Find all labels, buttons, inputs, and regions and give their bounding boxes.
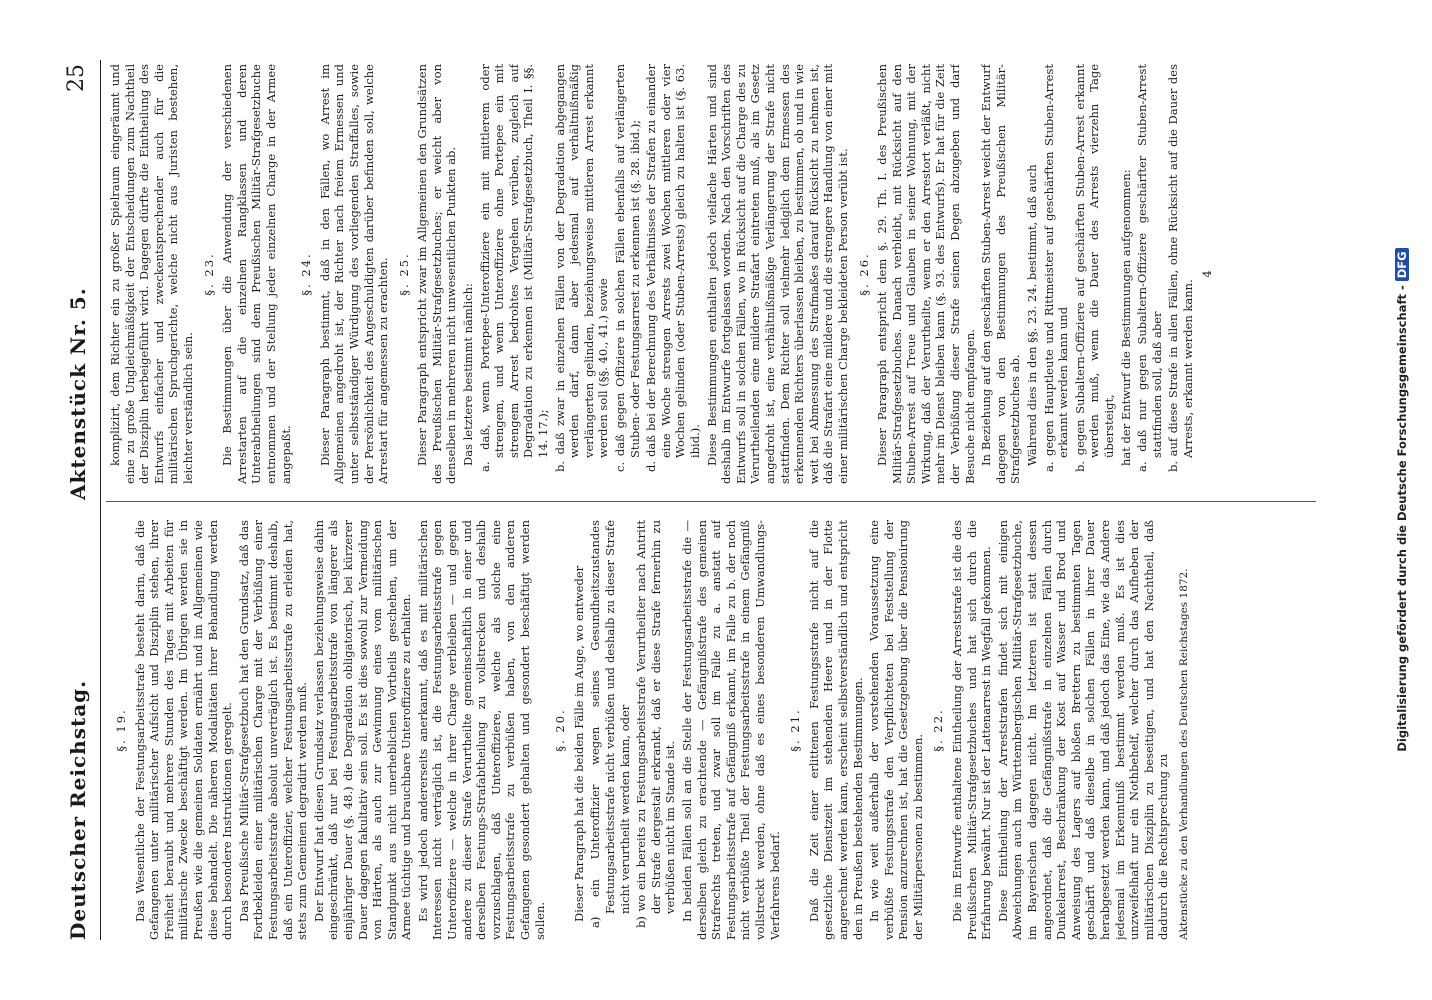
rotated-page xyxy=(60,60,1360,940)
paragraph: Es wird jedoch andererseits anerkannt, daß es mit militärischen Interessen nicht verträglich ist, die Festungsarbeitsstrafe gegen Unteroffiziere — welche in ihrer Charge verbleiben — und gegen andere zu dieser Strafe Verurtheilte gemeinschaftlich in einer und derselben Festungs-Strafabtheilung zu vollstrecken und deshalb vorzuschlagen, daß Unteroffiziere, welche als solche eine Festungsarbeitsstrafe zu verbüßen haben, von den anderen Gefangenen gesondert gehalten und gesondert beschäftigt werden sollen. xyxy=(415,520,547,940)
left-column xyxy=(108,520,1308,940)
digitization-credit-text: Digitalisierung gefördert durch die Deutsche Forschungsgemeinschaft - xyxy=(1395,285,1409,752)
dfg-logo: DFG xyxy=(1395,248,1409,281)
paragraph: In beiden Fällen soll an die Stelle der Festungsarbeitsstrafe die — derselben gleich zu erachtende — Gefängnißstrafe des gemeinen Strafrechts treten, und zwar soll im Falle zu a. anstatt auf Festungsarbeitsstrafe auf Gefängniß erkannt, im Falle zu b. der noch nicht verbüßte Theil der Festungsarbeitsstrafe in einem Gefängniß vollstreckt werden, ohne daß es eines besonderen Umwandlungs-Verfahrens bedarf. xyxy=(679,520,782,940)
paragraph: Das Preußische Militär-Strafgesetzbuch hat den Grundsatz, daß das Fortbekleiden einer militärischen Charge mit der Verbüßung einer Festungsarbeitsstrafe absolut unverträglich ist. Es bestimmt deshalb, daß ein Unteroffizier, welcher Festungsarbeitsstrafe zu erleiden hat, stets zum Gemeinen degradirt werden muß. xyxy=(236,520,310,940)
section-heading: §. 25. xyxy=(396,252,411,296)
paragraph: Dieser Paragraph bestimmt, daß in den Fällen, wo Arrest im Allgemeinen angedroht ist, der Richter nach freiem Ermessen und unter selbstständiger Würdigung des vorliegenden Straffalles, sowie der Persönlichkeit des Angeschuldigten darüber befinden soll, welche Arrestart für angemessen zu erachten. xyxy=(317,64,391,484)
list-item: b. gegen Subaltern-Offiziere auf geschärften Stuben-Arrest erkannt werden muß, wenn die Dauer des Arrests vierzehn Tage übersteigt, xyxy=(1072,64,1116,472)
paragraph: Daß die Zeit einer erlittenen Festungsstrafe nicht auf die gesetzliche Dienstzeit im stehenden Heere und in der Flotte angerechnet werden kann, erscheint selbstverständlich und entspricht den in Preußen bestehenden Bestimmungen. xyxy=(806,520,865,940)
paragraph: hat der Entwurf die Bestimmungen aufgenommen: xyxy=(1118,169,1133,466)
list-item: d. daß bei der Berechnung des Verhältnisses der Strafen zu einander eine Woche strengen Arrests zwei Wochen mittleren oder vier Wochen gelinden (oder Stuben-Arrests) gleich zu halten ist (§. 63. ibid.). xyxy=(644,64,702,472)
paragraph: Das Wesentliche der Festungsarbeitsstrafe besteht darin, daß die Gefangenen unter militärischer Aufsicht und Disziplin stehen, ihrer Freiheit beraubt und mehrere Stunden des Tages mit Arbeiten für militärische Zwecke beschäftigt werden. Im Übrigen werden sie in Preußen wie die gemeinen Soldaten ernährt und im Allgemeinen wie diese behandelt. Die näheren Modalitäten ihrer Behandlung werden durch besondere Instruktionen geregelt. xyxy=(132,520,235,940)
list-item: a) ein Unteroffizier wegen seines Gesundheitszustandes Festungsarbeitsstrafe nicht verbüßen und deshalb zu dieser Strafe nicht verurtheilt werden kann, oder xyxy=(588,520,632,928)
list-item: a. daß nur gegen Subaltern-Offiziere geschärfter Stuben-Arrest stattfinden soll, daß aber xyxy=(1135,64,1164,472)
section-heading: §. 22. xyxy=(931,708,946,752)
paragraph: Während dies in den §§. 23. 24. bestimmt, daß auch xyxy=(1025,164,1040,466)
paragraph: In Beziehung auf den geschärften Stuben-Arrest weicht der Entwurf dagegen von den Bestimmungen des Preußischen Militär-Strafgesetzbuches ab. xyxy=(979,64,1023,484)
paragraph: Das letztere bestimmt nämlich: xyxy=(461,283,476,466)
paragraph: Dieser Paragraph hat die beiden Fälle im Auge, wo entweder xyxy=(571,565,586,922)
paragraph: Diese Bestimmungen enthalten jedoch vielfache Härten und sind deshalb im Entwurfe fortgelassen worden. Nach den Vorschriften des Entwurfs soll in solchen Fällen, wo in Rücksicht auf die Charge des zu Verurtheilenden eine mildere Strafart eintreten muß, als im Gesetz angedroht ist, eine verhältnißmäßige Verlängerung der Strafe nicht stattfinden. Dem Richter soll vielmehr lediglich dem Ermessen des erkennenden Richters überlassen bleiben, zu bestimmen, ob und in wie weit bei Abmessung des Strafmaßes darauf Rücksicht zu nehmen ist, daß die Strafart eine mildere und die strengere Handlung von einer mit einer militärischen Charge bekleideten Person verübt ist. xyxy=(704,64,850,484)
section-heading: §. 20. xyxy=(553,708,568,752)
column-divider xyxy=(106,501,1316,502)
header-left-title: Deutscher Reichstag. xyxy=(66,679,90,940)
section-heading: §. 21. xyxy=(788,708,803,752)
signature-mark: 4 xyxy=(1199,270,1214,278)
paragraph: In wie weit außerhalb der vorstehenden Voraussetzung eine verbüßte Festungsstrafe den Verpflichteten bei Feststellung der Pension anzurechnen ist, hat die Gesetzgebung über die Pensionirung der Militärpersonen zu bestimmen. xyxy=(867,520,925,940)
paragraph: Der Entwurf hat diesen Grundsatz verlassen beziehungsweise dahin eingeschränkt, daß nur bei Festungsarbeitsstrafe von längerer als einjähriger Dauer (§. 48.) die Degradation obligatorisch, bei kürzerer Dauer dagegen fakultativ sein soll. Es ist dies sowohl zur Vermeidung von Härten, als auch zur Gewinnung eines vom militärischen Standpunkt aus nicht unerheblichen Vortheils geschehen, um der Armee tüchtige und brauchbare Unteroffiziere zu erhalten. xyxy=(311,520,414,940)
page-header xyxy=(60,60,101,940)
paragraph: Dieser Paragraph entspricht dem §. 29. Th. I. des Preußischen Militär-Strafgesetzbuches. Danach verbleibt, mit Rücksicht auf den Stuben-Arrest auf Treue und Glauben in seiner Wohnung, mit der Wirkung, daß der Verurtheilte, wenn er den Arrestort verläßt, nicht mehr im Dienst bleiben kann (§. 93. des Entwurfs). Er hat für die Zeit der Verbüßung dieser Strafe seinen Degen abzugeben und darf Besuche nicht empfangen. xyxy=(875,64,977,484)
paragraph: Diese Eintheilung der Arreststrafen findet sich mit einigen Abweichungen auch im Württembergischen Militär-Strafgesetzbuche, im Bayerischen dagegen nicht. Im letzteren ist statt dessen angeordnet, daß die Gefängnißstrafe in einzelnen Fällen durch Dunkelarrest, Beschränkung der Kost auf Wasser und Brod und Anweisung des Lagers auf bloßen Brettern zu bestimmten Tagen geschärft und daß dieselbe in solchen Fällen in ihrer Dauer herabgesetzt werden kann, und daß jedoch das Eine, wie das Andere jedesmal im Erkenntniß bestimmt werden muß. Es ist dies unzweifelhaft nur ein Nothbehelf, welcher durch das Aufheben der militärischen Disziplin zu beseitigen, und hat den Nachtheil, daß dadurch die Rechtsprechung zu xyxy=(995,520,1171,940)
page-footer: Aktenstücke zu den Verhandlungen des Deutschen Reichstages 1872. xyxy=(1177,568,1190,940)
section-heading: §. 26. xyxy=(856,252,871,296)
list-item: a. daß, wenn Portepee-Unteroffiziere ein mit mittlerem oder strengem, und wenn Unteroffiziere ohne Portepee ein mit strengem Arrest bedrohtes Vergehen verüben, zugleich auf Degradation zu erkennen ist (Militär-Strafgesetzbuch, Theil I. §§. 14. 17.); xyxy=(477,64,551,472)
section-heading: §. 23. xyxy=(201,252,216,296)
paragraph: Die Bestimmungen über die Anwendung der verschiedenen Arrestarten auf die einzelnen Rangklassen und deren Unterabtheilungen sind dem Preußischen Militär-Strafgesetzbuche entnommen und der Stellung jeder einzelnen Charge in der Armee angepaßt. xyxy=(220,64,293,484)
list-item: a. gegen Hauptleute und Rittmeister auf geschärften Stuben-Arrest erkannt werden kann und xyxy=(1041,64,1071,472)
paragraph: Dieser Paragraph entspricht zwar im Allgemeinen den Grundsätzen des Preußischen Militär-Strafgesetzbuches; er weicht aber von denselben in mehreren nicht unwesentlichen Punkten ab. xyxy=(415,64,459,484)
page-number: 25 xyxy=(64,64,89,92)
digitization-credit xyxy=(1395,10,1413,990)
list-item: b. auf diese Strafe in allen Fällen, ohne Rücksicht auf die Dauer des Arrests, erkannt werden kann. xyxy=(1166,64,1195,472)
header-middle-title: Aktenstück Nr. 5. xyxy=(66,287,90,500)
list-item: b. daß zwar in einzelnen Fällen von der Degradation abgegangen werden darf, dann aber jedesmal auf verhältnißmäßig verlängerten gelinden, beziehungsweise mittleren Arrest erkannt werden soll (§§. 40., 41.) sowie xyxy=(552,64,611,472)
paragraph: komplizirt, dem Richter ein zu großer Spielraum eingeräumt und eine zu große Ungleichmäßigkeit der Entscheidungen zum Nachtheil der Disziplin herbeigeführt wird. Dagegen dürfte die Eintheilung des Entwurfs einfacher und zweckentsprechender auch für die militärischen Spruchgerichte, welche nicht aus Juristen bestehen, leichter verständlich sein. xyxy=(108,64,195,484)
list-item: b) wo ein bereits zu Festungsarbeitsstrafe Verurtheilter nach Antritt der Strafe dergestalt erkrankt, daß er diese Strafe fernerhin zu verbüßen nicht im Stande ist. xyxy=(634,520,678,928)
section-heading: §. 19. xyxy=(114,708,128,752)
paragraph: Die im Entwurfe enthaltene Eintheilung der Arreststrafe ist die des Preußischen Militär-Strafgesetzbuches und hat sich durch die Erfahrung bewährt. Nur ist der Lattenarrest in Wegfall gekommen. xyxy=(950,520,994,940)
list-item: c. daß gegen Offiziere in solchen Fällen ebenfalls auf verlängerten Stuben- oder Festungsarrest zu erkennen ist (§. 28. ibid.); xyxy=(613,64,642,472)
section-heading: §. 24. xyxy=(299,252,314,296)
right-column xyxy=(108,64,1308,484)
